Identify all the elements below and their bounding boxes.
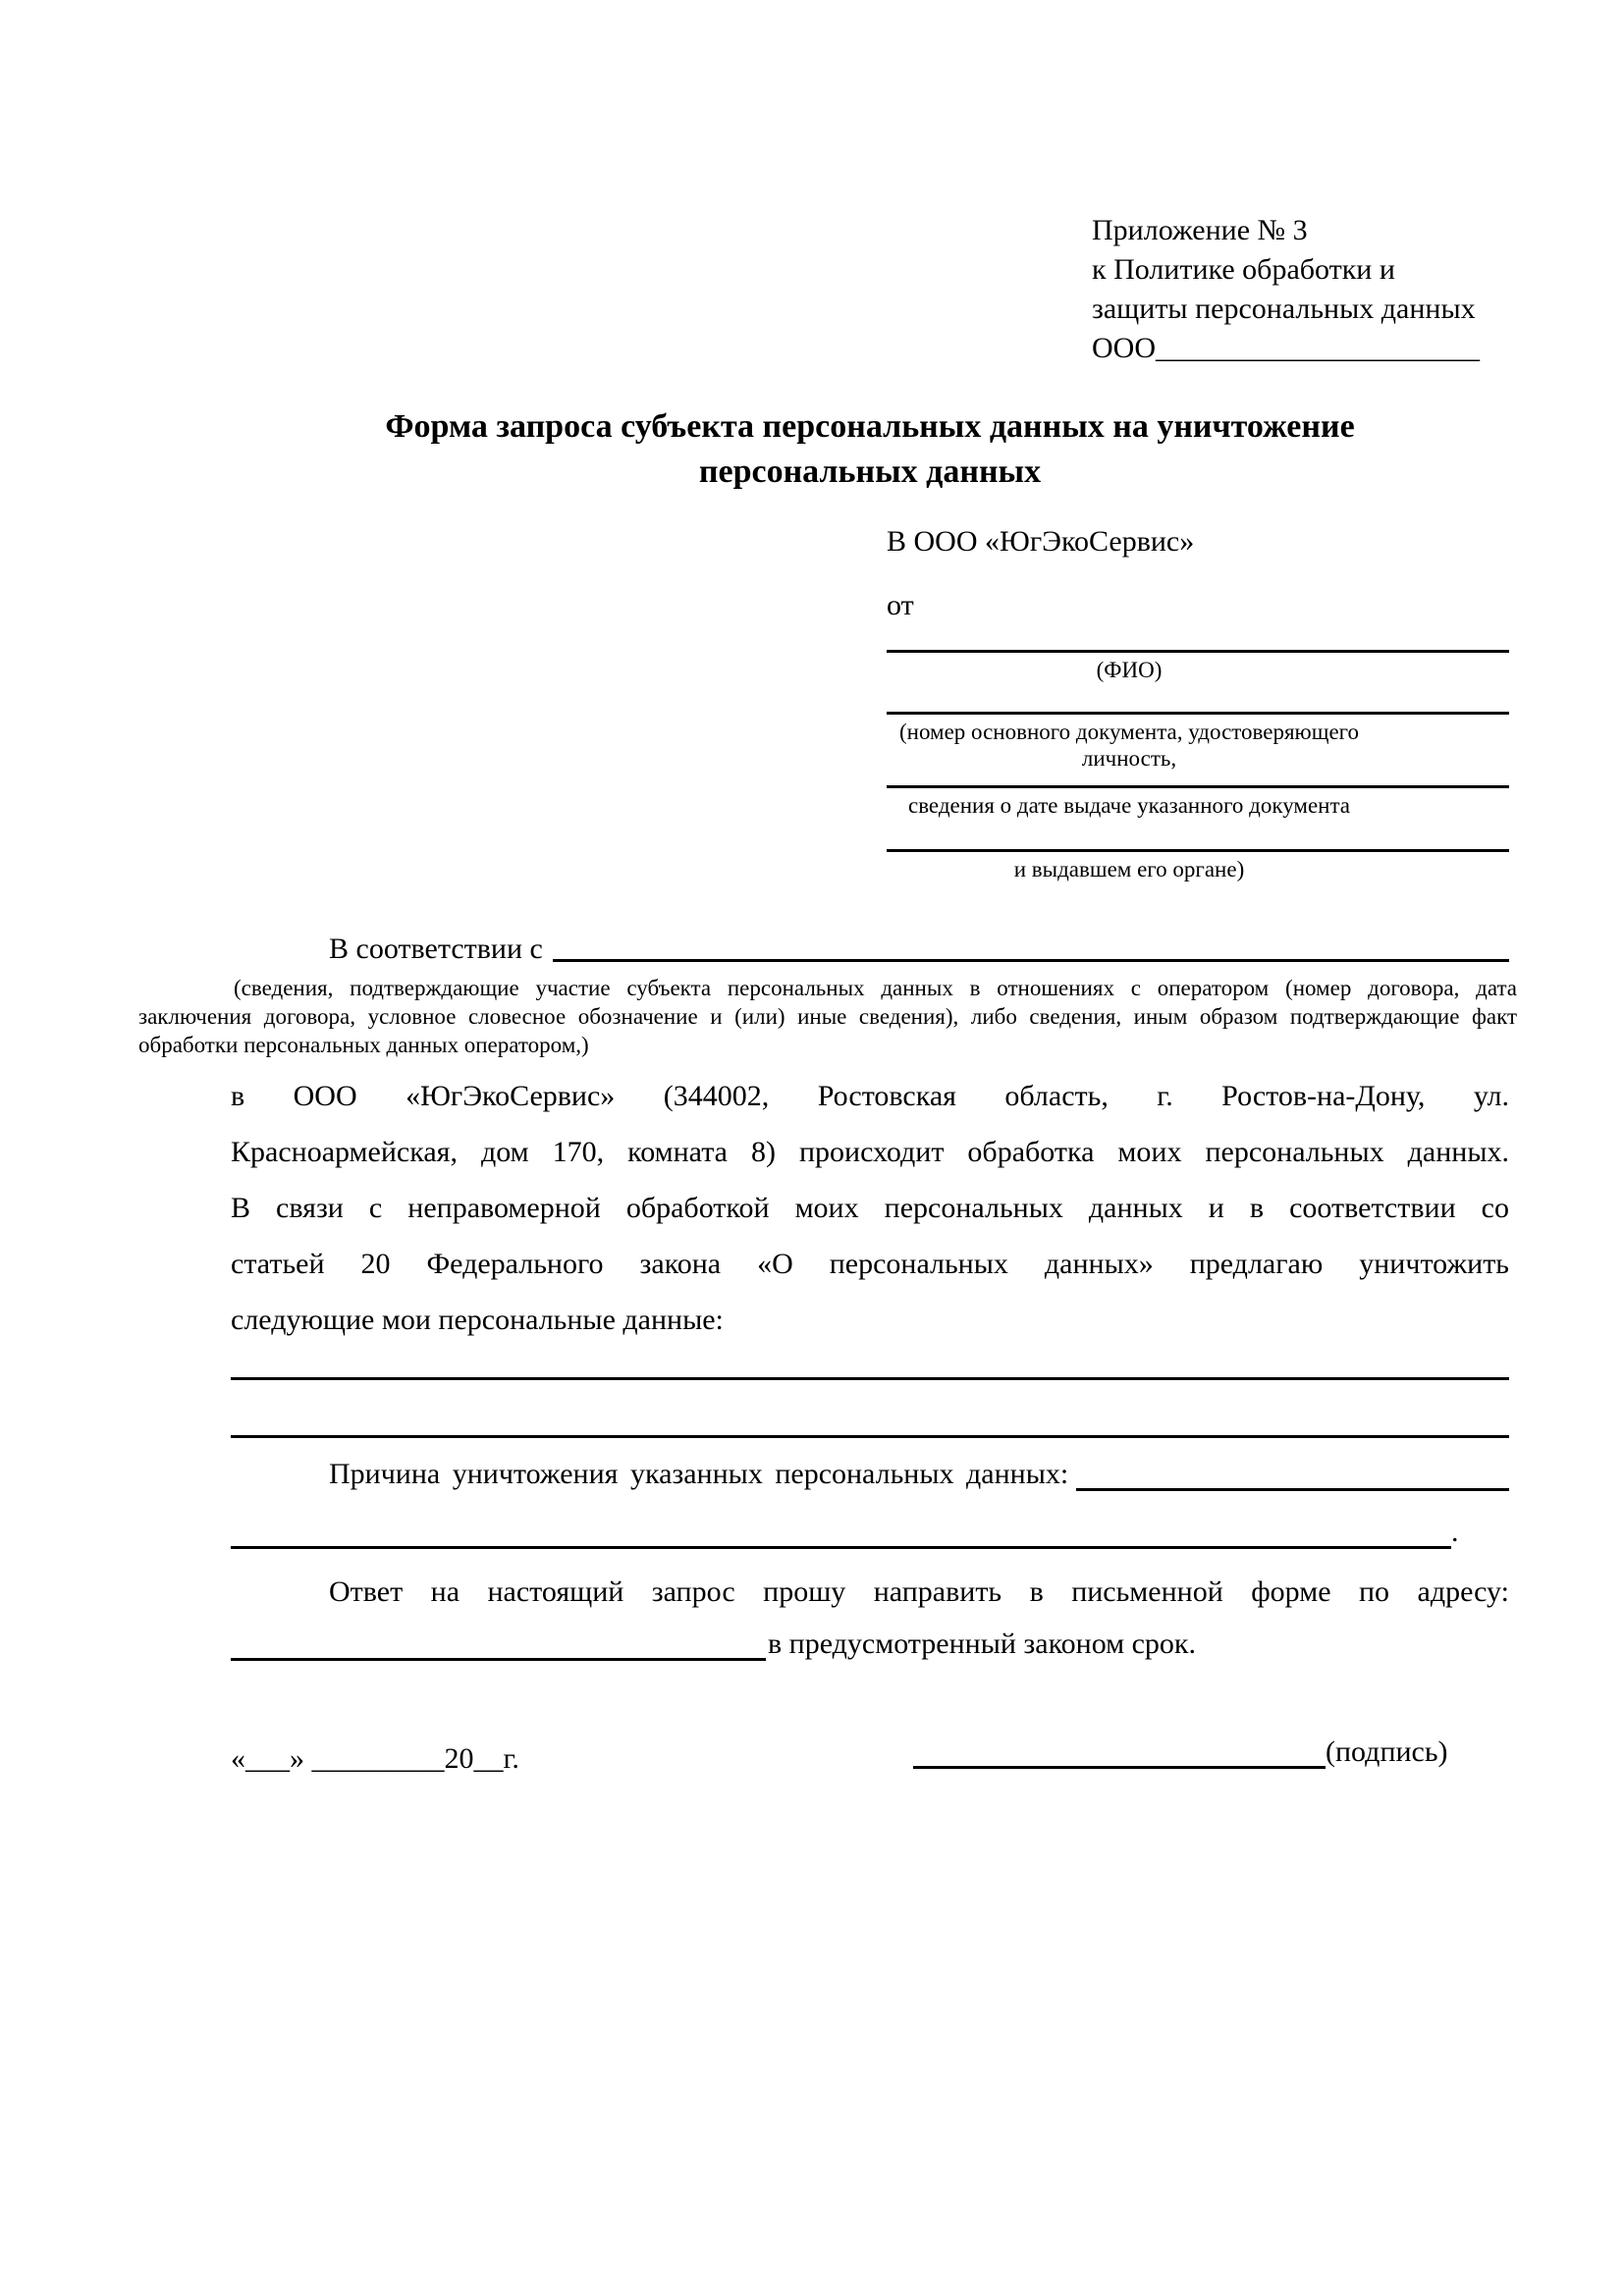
- reply-address-row: [231, 1628, 1509, 1661]
- body-paragraph: [231, 1068, 1509, 1348]
- accordance-lead: В соответствии с: [329, 933, 543, 965]
- reply-tail: в предусмотренный законом срок.: [768, 1628, 1196, 1660]
- explanatory-note: [138, 974, 1517, 1059]
- sentence-period: .: [1451, 1516, 1459, 1548]
- blank-field-accordance: [553, 959, 1509, 962]
- body-line-5: следующие мои персональные данные:: [231, 1304, 724, 1336]
- annex-line-3: защиты персональных данных: [1092, 293, 1476, 325]
- reason-row: [231, 1459, 1509, 1491]
- body-line-1: в ООО «ЮгЭкоСервис» (344002, Ростовская область, г. Ростов-на-Дону, ул.: [231, 1080, 1509, 1112]
- reason-label: Причина уничтожения указанных персональных данных:: [329, 1458, 1069, 1490]
- body-line-4: статьей 20 Федерального закона «О персональных данных» предлагаю уничтожить: [231, 1248, 1509, 1280]
- blank-field-issue-date: [887, 785, 1509, 788]
- blank-field-data-list-2: [231, 1435, 1509, 1438]
- blank-field-issuing-authority: [887, 849, 1509, 852]
- addressee-to: В ООО «ЮгЭкоСервис»: [887, 525, 1195, 558]
- caption-document-number: (номер основного документа, удостоверяющего личность,: [898, 720, 1360, 771]
- document-title: [231, 404, 1509, 495]
- annex-header: [1092, 211, 1480, 368]
- title-line-2: персональных данных: [698, 454, 1042, 490]
- blank-field-reason: [1076, 1488, 1509, 1491]
- annex-line-ooo-blank: ООО______________________: [1092, 332, 1480, 364]
- caption-fio: (ФИО): [1096, 658, 1163, 682]
- blank-field-fio: [887, 650, 1509, 653]
- blank-field-signature: [913, 1766, 1326, 1769]
- reason-continuation-row: [231, 1517, 1509, 1549]
- note-line-3: обработки персональных данных оператором,): [138, 1033, 589, 1057]
- reply-line-1: Ответ на настоящий запрос прошу направить в письменной форме по адресу:: [329, 1575, 1509, 1608]
- blank-field-reply-address: [231, 1658, 766, 1661]
- note-line-1: (сведения, подтверждающие участие субъекта персональных данных в отношениях с оператором (номер договора, дата: [234, 976, 1517, 1000]
- signature-row: [913, 1730, 1463, 1769]
- note-line-2: заключения договора, условное словесное обозначение и (или) иные сведения), либо сведения, иным образом подтверждающие факт: [138, 1004, 1517, 1029]
- caption-issue-date: сведения о дате выдаче указанного документа: [907, 793, 1351, 818]
- blank-field-data-list-1: [231, 1377, 1509, 1380]
- accordance-row: [231, 931, 1509, 966]
- annex-line-2: к Политике обработки и: [1092, 253, 1395, 286]
- caption-issuing-authority: и выдавшем его органе): [1013, 857, 1245, 881]
- body-line-2: Красноармейская, дом 170, комната 8) происходит обработка моих персональных данных.: [231, 1136, 1509, 1168]
- addressee-from-label: от: [887, 589, 914, 621]
- title-line-1: Форма запроса субъекта персональных данных на уничтожение: [385, 408, 1355, 445]
- signature-caption: (подпись): [1326, 1735, 1448, 1768]
- blank-field-reason-continuation: [231, 1546, 1451, 1549]
- date-line: «___» _________20__г.: [231, 1742, 519, 1775]
- body-line-3: В связи с неправомерной обработкой моих персональных данных и в соответствии со: [231, 1192, 1509, 1224]
- annex-line-1: Приложение № 3: [1092, 214, 1308, 246]
- blank-field-document-number: [887, 712, 1509, 715]
